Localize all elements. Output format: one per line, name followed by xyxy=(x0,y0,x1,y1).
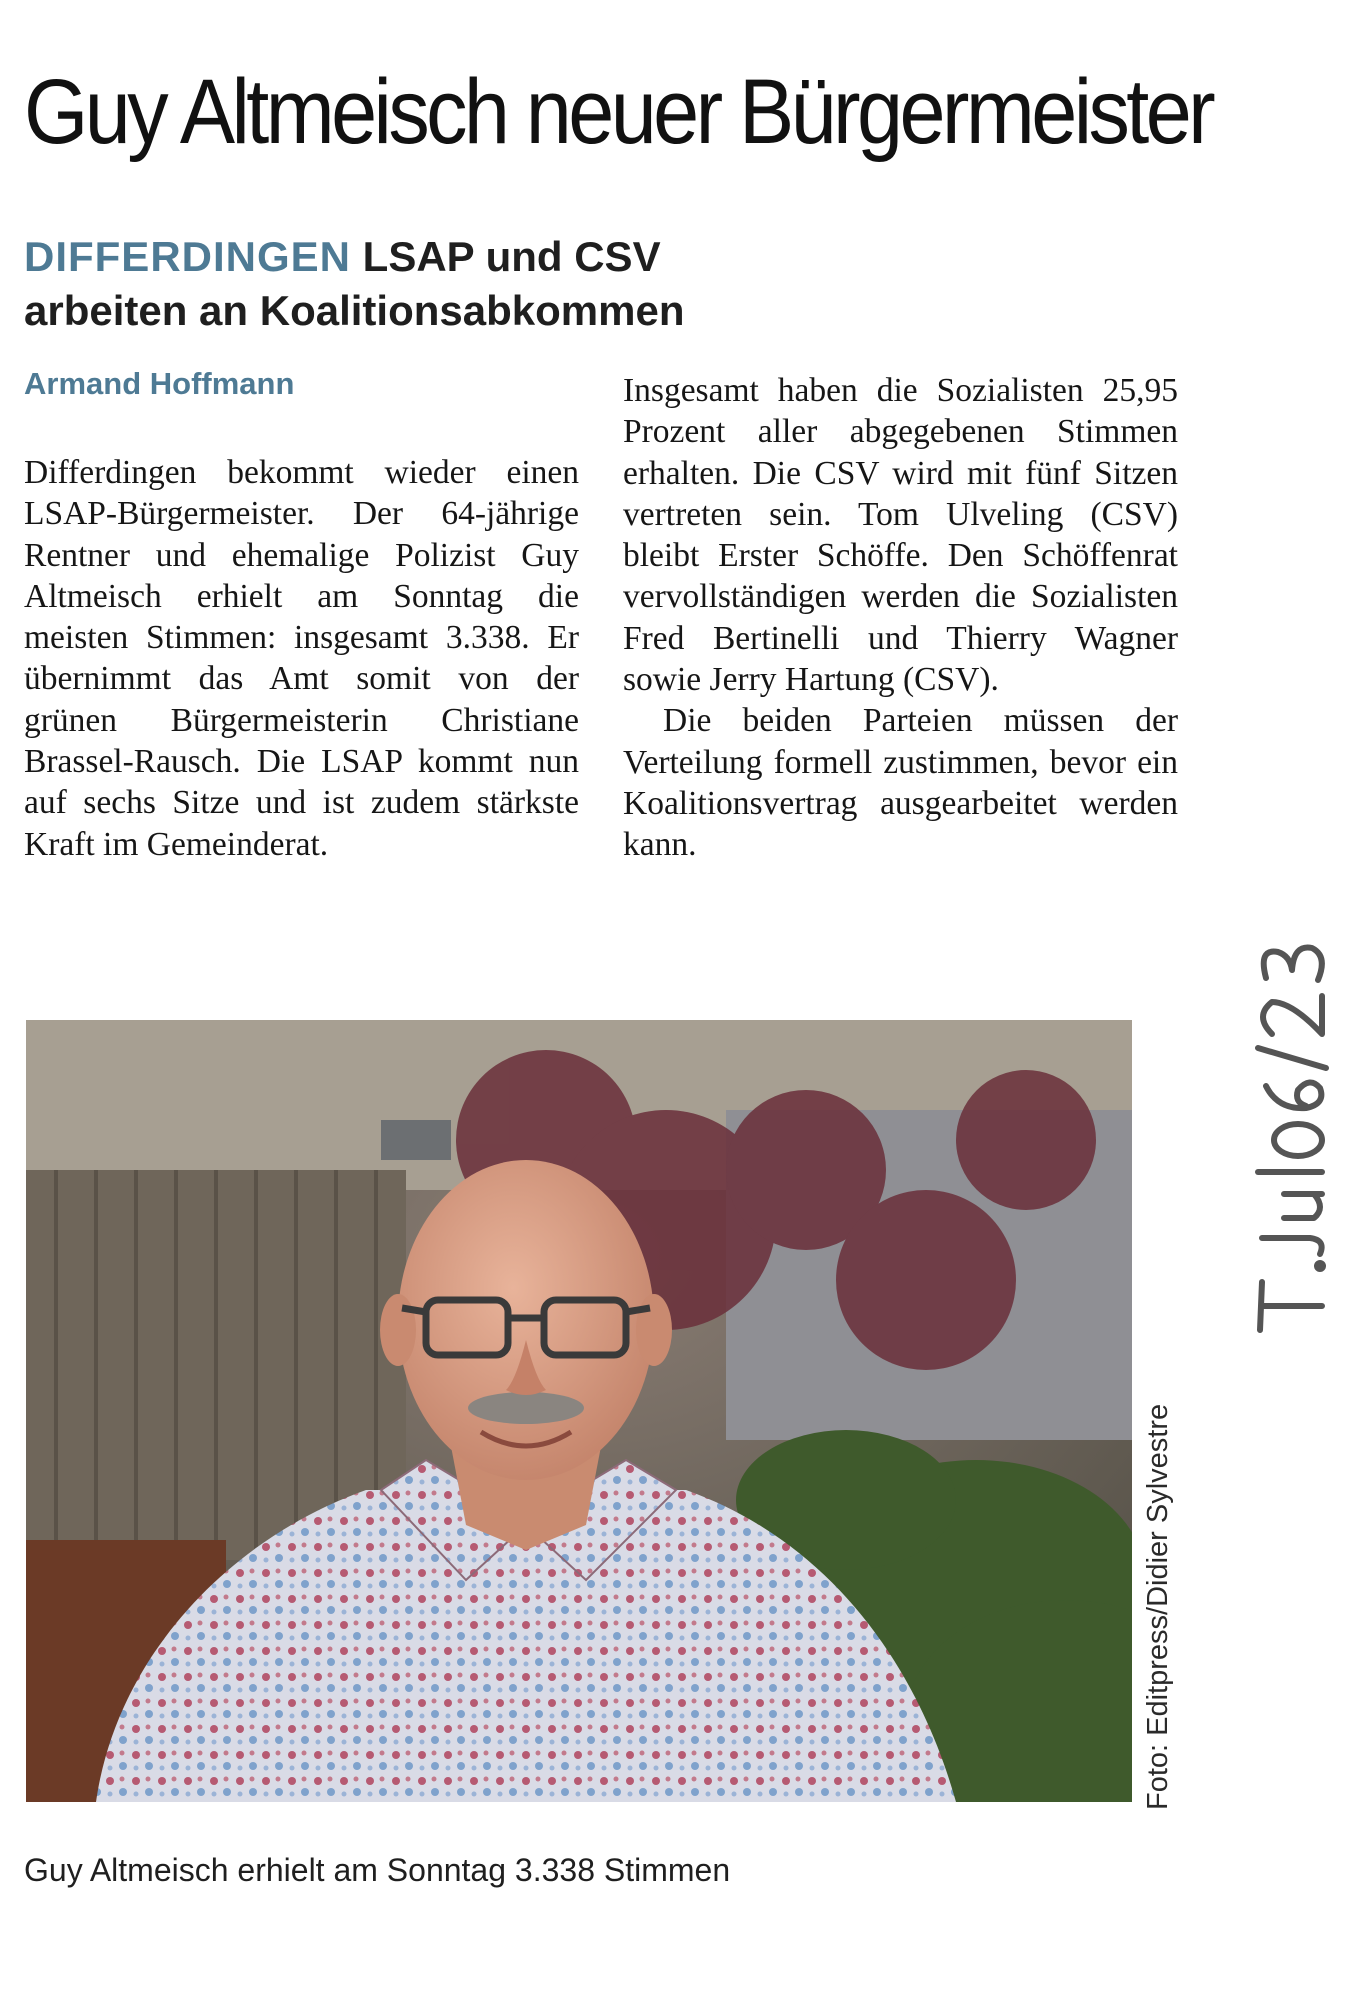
article-paragraph: Die beiden Parteien müssen der Verteilung formell zustimmen, bevor ein Koalitionsvertrag ausgearbeitet werden kann. xyxy=(623,702,1178,864)
handwritten-date-note xyxy=(1248,900,1337,1340)
author-byline: Armand Hoffmann xyxy=(24,366,295,401)
article-paragraph: Differdingen bekommt wieder einen LSAP-Bürgermeister. Der 64-jährige Rentner und ehemalige Polizist Guy Altmeisch erhielt am Sonntag die meisten Stimmen: insgesamt 3.338. Er übernimmt das Amt somit von der grünen Bürgermeisterin Christiane Brassel-Rausch. Die LSAP kommt nun auf sechs Sitze und ist zudem stärkste Kraft im Gemeinderat. xyxy=(24,454,579,863)
headline: Guy Altmeisch neuer Bürgermeister xyxy=(24,61,1213,163)
subheadline xyxy=(24,230,1124,338)
subheadline-text-line2: arbeiten an Koalitionsabkommen xyxy=(24,287,685,334)
article-paragraph: Insgesamt haben die Sozialisten 25,95 Prozent aller abgegebenen Stimmen erhalten. Die CSV wird mit fünf Sitzen vertreten sein. Tom Ulveling (CSV) bleibt Erster Schöffe. Den Schöffenrat vervollständigen werden die Sozialisten Fred Bertinelli und Thierry Wagner sowie Jerry Hartung (CSV). xyxy=(623,372,1178,699)
photo-caption: Guy Altmeisch erhielt am Sonntag 3.338 Stimmen xyxy=(24,1852,731,1888)
photo-credit: Foto: Editpress/Didier Sylvestre xyxy=(1142,1403,1174,1810)
article-column-1 xyxy=(24,452,579,865)
location-kicker: DIFFERDINGEN xyxy=(24,233,351,280)
subheadline-text: LSAP und CSV xyxy=(362,233,661,280)
article-column-2 xyxy=(623,370,1178,866)
portrait-photo xyxy=(26,1020,1132,1802)
